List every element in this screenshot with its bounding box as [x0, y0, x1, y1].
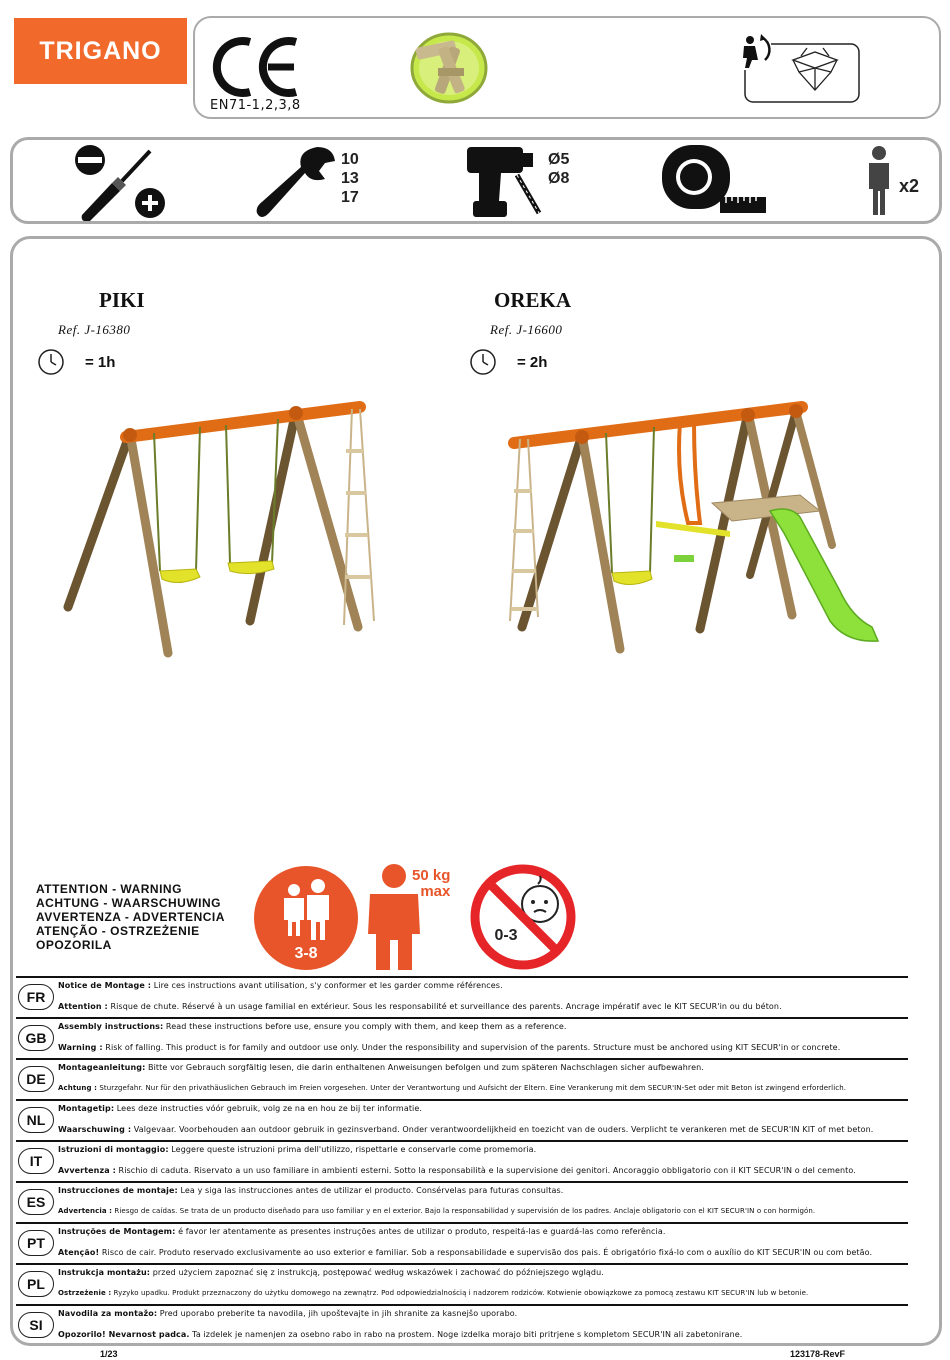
notice-line-2: [58, 1043, 840, 1052]
notice-gb: [16, 1017, 908, 1058]
product-ref-piki: Ref. J-16380: [58, 322, 131, 337]
forbidden-age-label: 0-3: [494, 927, 518, 944]
notice-line-1: [58, 1227, 666, 1236]
notice-text: Ryzyko upadku. Produkt przeznaczony do użytku domowego na zewnątrz. Pod odpowiedzialnością i nadzorem rodziców. Kotwienie obowiązkowe za pomocą zestawu KIT SECUR'IN lub w betonie.: [111, 1289, 809, 1297]
persons-count: x2: [899, 176, 920, 196]
lang-code-it: IT: [18, 1148, 54, 1174]
notice-text: Sturzgefahr. Nur für den privathäuslichen Gebrauch im Freien vorgesehen. Unter der Verantwortung und Aufsicht der Eltern. Eine Verankerung mit dem SECUR'IN-Set oder mit Beton ist zwingend erforderlich.: [97, 1084, 847, 1092]
drill-size-8: Ø8: [548, 170, 570, 187]
notice-label: Instrukcja montażu:: [58, 1268, 151, 1277]
notice-text: Risk of falling. This product is for family and outdoor use only. Under the responsibility and supervision of the parents. Structure must be anchored using KIT SECUR'in or concrete.: [102, 1043, 841, 1052]
clock-icon: [469, 348, 497, 376]
drill-size-5: Ø5: [548, 151, 570, 168]
notice-text: Read these instructions before use, ensure you comply with them, and keep them as a reference.: [163, 1022, 567, 1031]
lang-code-fr: FR: [18, 984, 54, 1010]
notice-line-2: [58, 1166, 856, 1175]
notice-label: Montagetip:: [58, 1104, 115, 1113]
notice-text: Lees deze instructies vóór gebruik, volg ze na en hou ze bij ter informatie.: [114, 1104, 423, 1113]
not-for-under-3-icon: [470, 864, 576, 970]
notice-text: Lea y siga las instrucciones antes de utilizar el producto. Consérvelas para futuras consultas.: [177, 1186, 564, 1195]
duration-oreka: = 2h: [517, 354, 548, 371]
product-ref-oreka: Ref. J-16600: [490, 322, 563, 337]
notice-label: Montageanleitung:: [58, 1063, 146, 1072]
notice-si: [16, 1304, 908, 1345]
screwdriver-icon: [72, 143, 168, 221]
wood-quality-badge-icon: [410, 32, 488, 104]
warning-title-line: ACHTUNG - WAARSCHUWING: [36, 896, 221, 910]
lang-code-pt: PT: [18, 1230, 54, 1256]
notice-line-1: [58, 1104, 422, 1113]
tape-measure-icon: [660, 143, 768, 219]
notice-es: [16, 1181, 908, 1222]
notice-line-1: [58, 1022, 567, 1031]
notice-pt: [16, 1222, 908, 1263]
lang-code-de: DE: [18, 1066, 54, 1092]
person-icon: [865, 145, 893, 217]
standard-label: EN71-1,2,3,8: [210, 98, 301, 113]
warning-title-line: ATENÇÃO - OSTRZEŻENIE: [36, 924, 200, 938]
notice-text: Bitte vor Gebrauch sorgfältig lesen, die darin enthaltenen Anweisungen befolgen und zum späteren Nachschlagen sicher aufbewahren.: [145, 1063, 704, 1072]
recycle-packaging-icon: [735, 30, 863, 106]
notice-label: Navodila za montažo:: [58, 1309, 158, 1318]
notice-label: Attention :: [58, 1002, 108, 1011]
notice-line-1: [58, 1063, 704, 1072]
notice-text: Rischio di caduta. Riservato a un uso familiare in ambienti esterni. Sotto la responsabilità e la supervisione dei genitori. Ancoraggio obbligatorio con il KIT SECUR'IN o del cemento.: [115, 1166, 856, 1175]
notice-label: Notice de Montage :: [58, 981, 152, 990]
notice-it: [16, 1140, 908, 1181]
duration-piki: = 1h: [85, 354, 116, 371]
notice-line-1: [58, 981, 503, 990]
notice-label: Instruções de Montagem:: [58, 1227, 176, 1236]
document-reference: 123178-RevF: [790, 1349, 846, 1359]
notice-text: Risque de chute. Réservé à un usage familial en extérieur. Sous les responsabilité et surveillance des parents. Ancrage impératif avec le KIT SECUR'in ou du béton.: [107, 1002, 782, 1011]
notice-label: Warning :: [58, 1043, 103, 1052]
brand-logo: TRIGANO: [14, 18, 187, 84]
notice-text: é favor ler atentamente as presentes instruções antes de utilizar o produto, respeitá-las e guardá-las como referência.: [175, 1227, 666, 1236]
lang-code-si: SI: [18, 1312, 54, 1338]
notice-line-2: [58, 1248, 872, 1257]
notice-text: Ta izdelek je namenjen za osebno rabo in rabo na prostem. Noge izdelka morajo biti pritrjene s kompletom SECUR'IN ali zabetonirane.: [189, 1330, 743, 1339]
clock-icon: [37, 348, 65, 376]
notice-label: Advertencia :: [58, 1207, 113, 1215]
notice-text: Pred uporabo preberite ta navodila, jih upoštevajte in jih shranite za kasnejšo uporabo.: [157, 1309, 518, 1318]
lang-code-gb: GB: [18, 1025, 54, 1051]
notice-line-1: [58, 1145, 536, 1154]
wrench-size-10: 10: [341, 151, 359, 168]
max-weight-value: 50 kg: [412, 867, 451, 884]
notice-line-2: [58, 1125, 873, 1134]
ce-mark-icon: [210, 36, 302, 98]
notice-line-2: [58, 1002, 782, 1011]
product-name-oreka: OREKA: [494, 288, 572, 312]
notice-text: Lire ces instructions avant utilisation, s'y conformer et les garder comme références.: [151, 981, 503, 990]
max-weight-label: [412, 868, 450, 900]
notice-line-2: [58, 1330, 742, 1339]
notice-de: [16, 1058, 908, 1099]
oreka-swing-illustration: [500, 395, 885, 660]
lang-code-nl: NL: [18, 1107, 54, 1133]
notice-label: Ostrzeżenie :: [58, 1289, 112, 1297]
notice-label: Avvertenza :: [58, 1166, 116, 1175]
notice-text: Valgevaar. Voorbehouden aan outdoor gebruik in gezinsverband. Onder verantwoordelijkheid en toezicht van de ouders. Verplicht te verankeren met de SECUR'IN KIT of met beton.: [131, 1125, 874, 1134]
notice-pl: [16, 1263, 908, 1304]
notice-line-1: [58, 1186, 563, 1195]
notice-fr: [16, 976, 908, 1017]
wrench-icon: [255, 143, 337, 219]
notice-label: Instrucciones de montaje:: [58, 1186, 178, 1195]
notice-label: Opozorilo! Nevarnost padca.: [58, 1330, 190, 1339]
page-number: 1/23: [100, 1349, 118, 1359]
notice-text: Riesgo de caídas. Se trata de un producto diseñado para uso familiar y en el exterior. Bajo la responsabilidad y supervisión de los padres. Anclaje obligatorio con el KIT SECUR'IN o con hormigón.: [112, 1207, 816, 1215]
warning-title-line: ATTENTION - WARNING: [36, 882, 182, 896]
max-weight-suffix: max: [420, 883, 451, 900]
notice-label: Atenção!: [58, 1248, 100, 1257]
notice-line-2: [58, 1289, 808, 1297]
notice-line-1: [58, 1268, 604, 1277]
notice-label: Assembly instructions:: [58, 1022, 164, 1031]
age-range-label: 3-8: [294, 945, 318, 962]
notice-line-2: [58, 1084, 846, 1092]
age-range-children-icon: [254, 866, 358, 970]
notice-line-1: [58, 1309, 517, 1318]
warning-title-line: AVVERTENZA - ADVERTENCIA: [36, 910, 225, 924]
wrench-size-13: 13: [341, 170, 359, 187]
notice-text: Leggere queste istruzioni prima dell'utilizzo, rispettarle e conservarle come promemoria.: [168, 1145, 537, 1154]
warning-title-line: OPOZORILA: [36, 938, 112, 952]
notice-label: Waarschuwing :: [58, 1125, 132, 1134]
notice-line-2: [58, 1207, 815, 1215]
lang-code-pl: PL: [18, 1271, 54, 1297]
piki-swing-illustration: [60, 395, 380, 660]
drill-sizes: [548, 150, 569, 188]
warning-titles: [36, 882, 225, 952]
notice-label: Istruzioni di montaggio:: [58, 1145, 169, 1154]
notice-label: Achtung :: [58, 1084, 98, 1092]
wrench-size-17: 17: [341, 189, 359, 206]
lang-code-es: ES: [18, 1189, 54, 1215]
drill-icon: [465, 143, 545, 219]
notice-nl: [16, 1099, 908, 1140]
wrench-sizes: [341, 150, 359, 207]
notice-text: Risco de cair. Produto reservado exclusivamente ao uso exterior e familiar. Sob a responsabilidade e supervisão dos pais. É obrigatório fixá-lo com o auxílio do KIT SECUR'IN ou com betão.: [99, 1248, 873, 1257]
product-name-piki: PIKI: [99, 288, 145, 312]
notice-text: przed użyciem zapoznać się z instrukcją, postępować według wskazówek i zachować do późniejszego wglądu.: [150, 1268, 604, 1277]
